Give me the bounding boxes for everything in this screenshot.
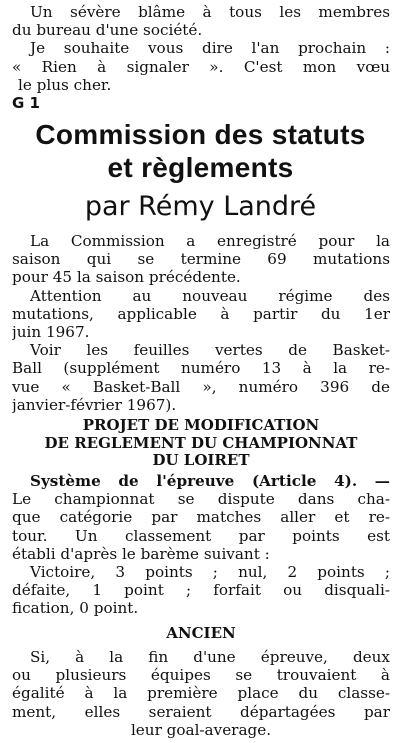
projet-heading (12, 417, 390, 470)
score-line: défaite, 1 point ; forfait ou disquali- (12, 581, 390, 600)
body-line: Voir les feuilles vertes de Basket- (30, 341, 390, 360)
intro-text (12, 3, 390, 94)
body-line: La Commission a enregistré pour la (30, 232, 390, 250)
ancien-line: Si, à la fin d'une épreuve, deux (30, 648, 390, 666)
body-line: Le championnat se dispute dans cha- (12, 490, 390, 509)
ancien-line: ment, elles seraient départagées par (12, 702, 390, 721)
intro-line: « Rien à signaler ». C'est mon vœu (12, 57, 390, 76)
article-title-line2: et règlements (107, 152, 294, 183)
body-line: juin 1967. (12, 323, 90, 342)
body-line: Attention au nouveau régime des (30, 286, 390, 305)
intro-line: le plus cher. (18, 75, 112, 94)
projet-body (12, 472, 390, 618)
section-marker: G 1 (12, 94, 40, 112)
intro-line: Un sévère blâme à tous les membres (30, 3, 390, 21)
ancien-label: ANCIEN (166, 624, 236, 642)
body-line: pour 45 la saison précédente. (12, 268, 241, 287)
body-line: tour. Un classement par points est (12, 526, 390, 545)
score-line: Victoire, 3 points ; nul, 2 points ; (30, 563, 390, 582)
projet-heading-line: DE REGLEMENT DU CHAMPIONNAT (44, 433, 358, 452)
projet-heading-line: PROJET DE MODIFICATION (82, 416, 320, 434)
ancien-line: ou plusieurs équipes se trouvaient à (12, 666, 390, 685)
projet-heading-line: DU LOIRET (152, 451, 250, 469)
intro-line: du bureau d'une société. (12, 21, 203, 40)
body-line: établi d'après le barème suivant : (12, 544, 270, 563)
body-line: Ball (supplément numéro 13 à la re- (12, 359, 390, 378)
section-title: Système de l'épreuve (Article 4). — (30, 472, 390, 490)
body-line: que catégorie par matches aller et re- (12, 508, 390, 527)
article-body (12, 232, 390, 414)
ancien-body (12, 648, 390, 739)
ancien-line: égalité à la première place du classe- (12, 684, 390, 703)
article-title-line1: Commission des statuts (35, 119, 366, 150)
body-line: janvier-février 1967). (12, 395, 177, 414)
ancien-line: leur goal-average. (130, 720, 272, 739)
body-line: vue « Basket-Ball », numéro 396 de (12, 377, 390, 396)
intro-line: Je souhaite vous dire l'an prochain : (30, 39, 390, 58)
score-line: fication, 0 point. (12, 599, 139, 618)
ancien-heading (12, 625, 390, 643)
body-line: saison qui se termine 69 mutations (12, 250, 390, 269)
article-byline: par Rémy Landré (84, 191, 317, 222)
body-line: mutations, applicable à partir du 1er (12, 304, 390, 323)
